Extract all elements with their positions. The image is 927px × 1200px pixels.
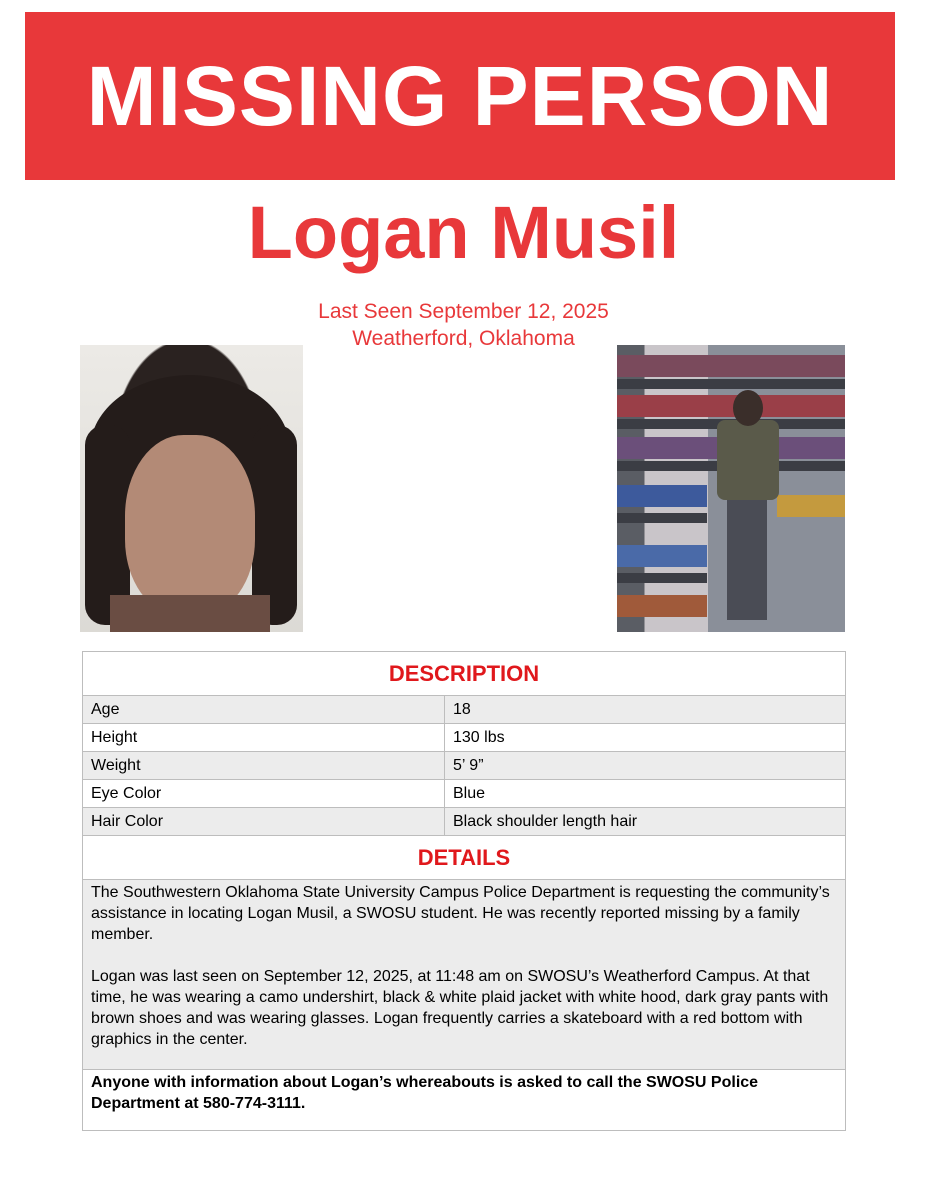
table-row <box>83 780 845 808</box>
table-row <box>83 752 845 780</box>
table-row <box>83 808 845 836</box>
last-seen-date: Last Seen September 12, 2025 <box>318 300 609 323</box>
row-label: Age <box>83 696 445 723</box>
row-value: Blue <box>453 785 486 802</box>
row-value: 18 <box>453 701 471 718</box>
contact-paragraph: Anyone with information about Logan’s whereabouts is asked to call the SWOSU Police Department at 580-774-3111. <box>91 1074 759 1112</box>
row-label: Eye Color <box>83 780 445 807</box>
banner-title: MISSING PERSON <box>86 49 834 143</box>
surveillance-photo <box>617 345 845 632</box>
row-label: Height <box>83 724 445 751</box>
row-label: Weight <box>83 752 445 779</box>
details-heading: DETAILS <box>83 836 845 880</box>
portrait-photo <box>80 345 303 632</box>
missing-person-banner <box>25 12 895 180</box>
row-value: 130 lbs <box>453 729 505 746</box>
table-row <box>83 724 845 752</box>
details-paragraph-2: Logan was last seen on September 12, 2025, at 11:48 am on SWOSU’s Weatherford Campus. At that time, he was wearing a camo undershirt, black & white plaid jacket with white hood, dark gray pants with brown shoes and was wearing glasses. Logan frequently carries a skateboard with a red bottom with graphics in the center. <box>91 968 829 1048</box>
details-body <box>83 880 845 1070</box>
row-value: 5’ 9” <box>453 757 484 774</box>
info-table <box>82 651 846 1131</box>
row-label: Hair Color <box>83 808 445 835</box>
person-name: Logan Musil <box>247 191 680 274</box>
row-value: Black shoulder length hair <box>453 813 638 830</box>
description-heading: DESCRIPTION <box>83 652 845 696</box>
contact-info <box>83 1070 845 1130</box>
details-paragraph-1: The Southwestern Oklahoma State University Campus Police Department is requesting the community’s assistance in locating Logan Musil, a SWOSU student. He was recently reported missing by a family member. <box>91 884 830 943</box>
last-seen-info <box>0 298 927 352</box>
table-row <box>83 696 845 724</box>
last-seen-location: Weatherford, Oklahoma <box>352 327 575 350</box>
